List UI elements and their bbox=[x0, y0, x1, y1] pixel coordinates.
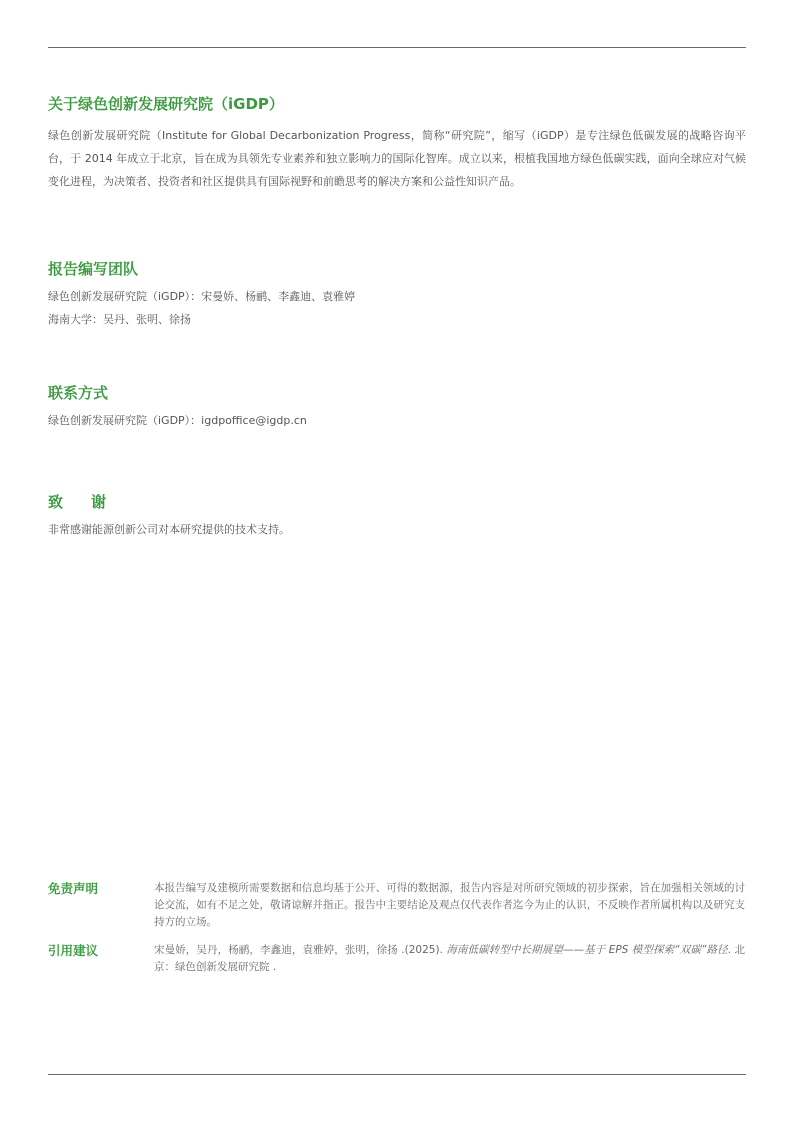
about-heading: 关于绿色创新发展研究院（iGDP） bbox=[48, 95, 284, 113]
thanks-section bbox=[48, 492, 746, 541]
thanks-heading: 致谢 bbox=[48, 493, 135, 511]
team-lines bbox=[48, 285, 746, 331]
disclaimer-text: 本报告编写及建模所需要数据和信息均基于公开、可得的数据源，报告内容是对所研究领域的初步探索，旨在加强相关领域的讨论交流，如有不足之处，敬请谅解并指正。报告中主要结论及观点仅代表作者迄今为止的认识，不反映作者所属机构以及研究支持方的立场。 bbox=[154, 882, 745, 928]
citation-publisher: . 北京：绿色创新发展研究院 . bbox=[154, 944, 745, 973]
citation-text bbox=[154, 942, 745, 976]
team-section bbox=[48, 259, 746, 331]
contact-section bbox=[48, 383, 746, 432]
team-line-igdp: 绿色创新发展研究院（iGDP）：宋曼娇、杨鹂、李鑫迪、袁雅婷 bbox=[48, 290, 356, 303]
disclaimer-label: 免责声明 bbox=[48, 881, 99, 896]
contact-heading: 联系方式 bbox=[48, 384, 109, 402]
contact-lines bbox=[48, 409, 746, 432]
citation-authors: 宋曼娇，吴丹，杨鹂，李鑫迪，袁雅婷，张明，徐扬 .(2025). bbox=[154, 944, 447, 956]
about-section bbox=[48, 94, 746, 193]
about-body: 绿色创新发展研究院（Institute for Global Decarbonization Progress，简称“研究院”，缩写（iGDP）是专注绿色低碳发展的战略咨询平台，于 2014 年成立于北京，旨在成为具领先专业素养和独立影响力的国际化智库。成立以来，根植我国地方绿色低碳实践，面向全球应对气候变化进程，为决策者、投资者和社区提供具有国际视野和前瞻思考的解决方案和公益性知识产品。 bbox=[48, 129, 746, 188]
thanks-lines bbox=[48, 518, 746, 541]
citation-label: 引用建议 bbox=[48, 943, 99, 958]
team-line-hainan: 海南大学：吴丹、张明、徐扬 bbox=[48, 313, 191, 326]
contact-line: 绿色创新发展研究院（iGDP）：igdpoffice@igdp.cn bbox=[48, 414, 307, 427]
thanks-line: 非常感谢能源创新公司对本研究提供的技术支持。 bbox=[48, 523, 290, 536]
team-heading: 报告编写团队 bbox=[48, 260, 139, 278]
citation-title: 海南低碳转型中长期展望——基于 EPS 模型探索“双碳”路径 bbox=[446, 944, 728, 956]
bottom-rule bbox=[48, 1074, 746, 1075]
top-rule bbox=[48, 47, 746, 48]
